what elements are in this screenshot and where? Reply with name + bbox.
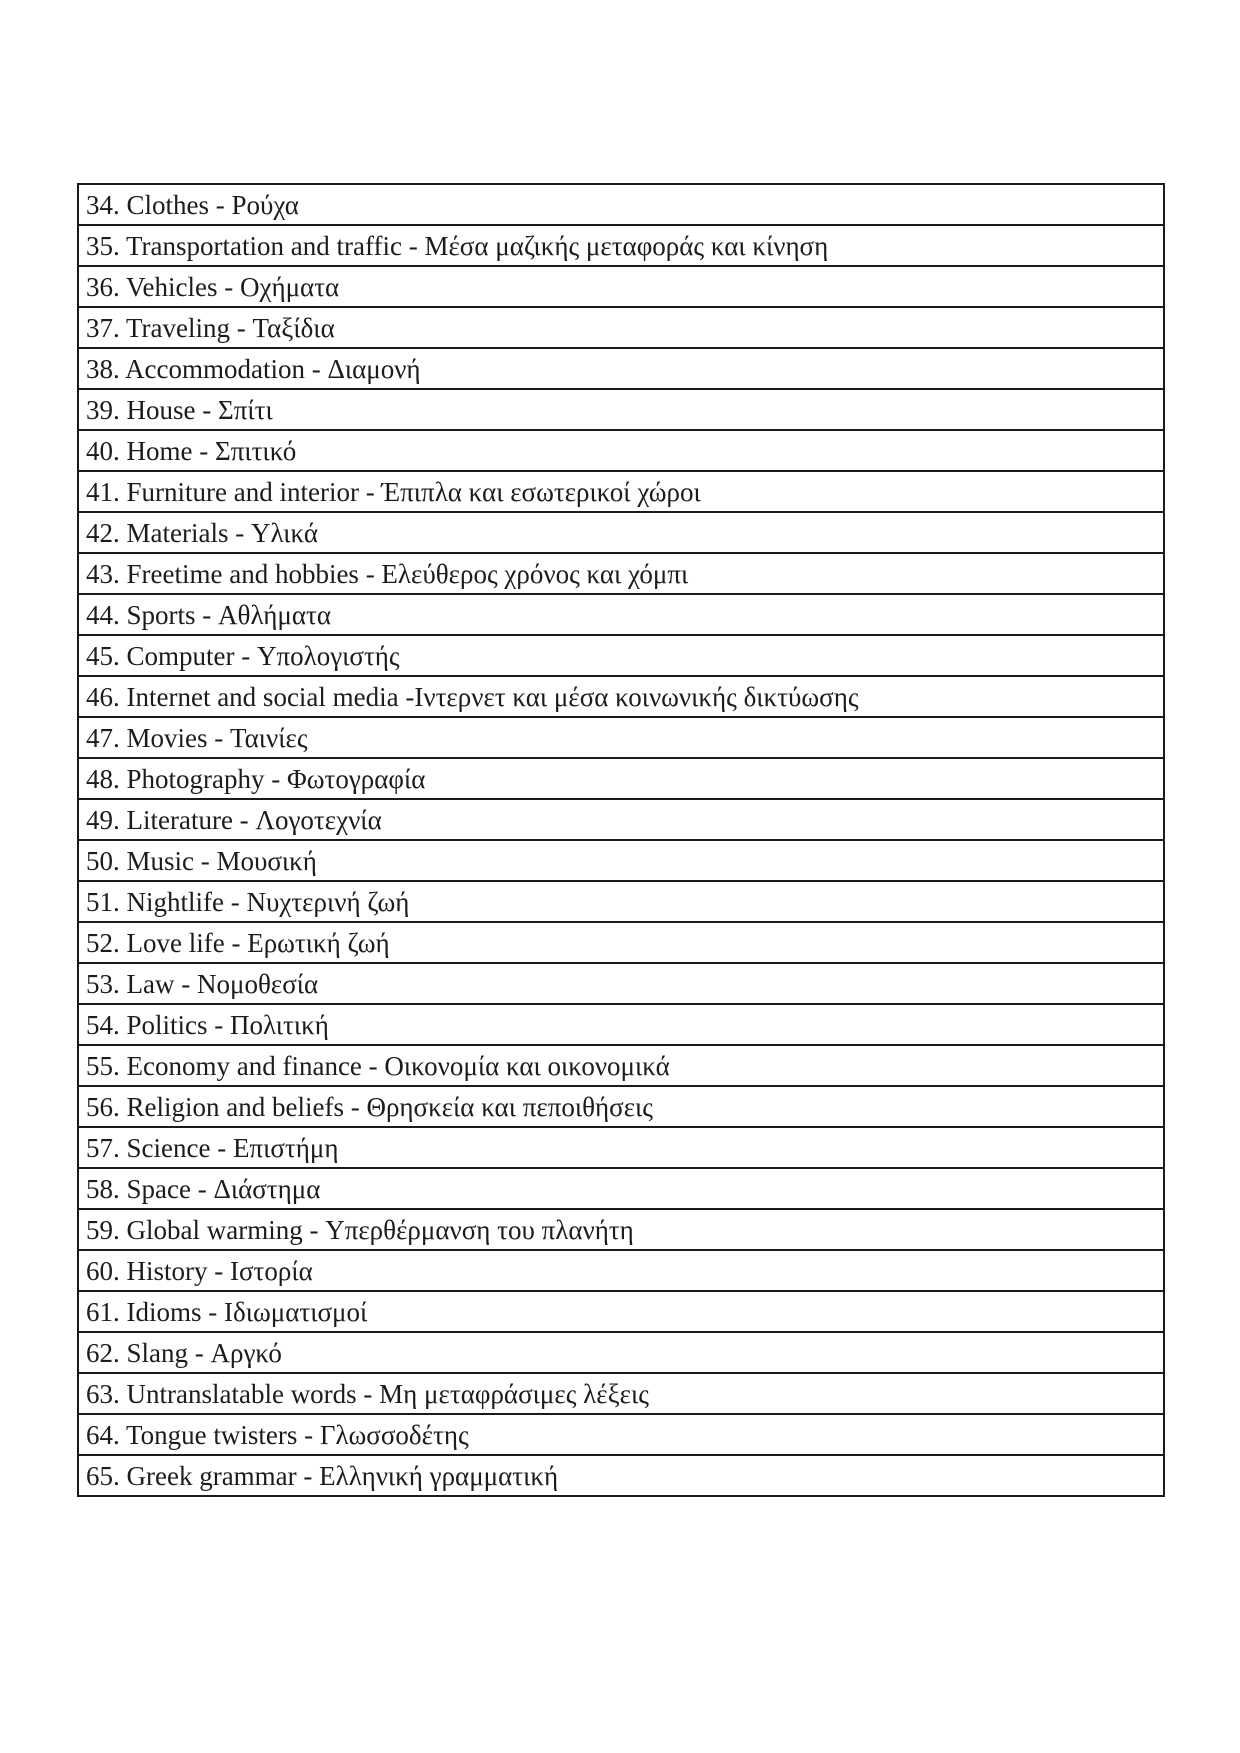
table-row	[78, 1168, 1164, 1209]
table-row	[78, 635, 1164, 676]
topic-cell: 64. Tongue twisters - Γλωσσοδέτης	[78, 1414, 1164, 1455]
topic-cell: 34. Clothes - Ρούχα	[78, 184, 1164, 225]
topic-cell: 61. Idioms - Ιδιωματισμοί	[78, 1291, 1164, 1332]
topic-cell: 62. Slang - Αργκό	[78, 1332, 1164, 1373]
topic-cell: 60. History - Ιστορία	[78, 1250, 1164, 1291]
table-row	[78, 594, 1164, 635]
table-row	[78, 471, 1164, 512]
topic-cell: 37. Traveling - Ταξίδια	[78, 307, 1164, 348]
table-row	[78, 922, 1164, 963]
topic-cell: 42. Materials - Υλικά	[78, 512, 1164, 553]
table-row	[78, 553, 1164, 594]
table-row	[78, 1004, 1164, 1045]
topic-cell: 45. Computer - Υπολογιστής	[78, 635, 1164, 676]
topic-cell: 44. Sports - Αθλήματα	[78, 594, 1164, 635]
table-row	[78, 1086, 1164, 1127]
table-row	[78, 840, 1164, 881]
topic-cell: 63. Untranslatable words - Μη μεταφράσιμες λέξεις	[78, 1373, 1164, 1414]
table-row	[78, 1455, 1164, 1496]
table-row	[78, 881, 1164, 922]
table-row	[78, 1209, 1164, 1250]
topic-cell: 52. Love life - Ερωτική ζωή	[78, 922, 1164, 963]
table-row	[78, 1414, 1164, 1455]
topic-cell: 59. Global warming - Υπερθέρμανση του πλανήτη	[78, 1209, 1164, 1250]
topic-cell: 57. Science - Επιστήμη	[78, 1127, 1164, 1168]
table-row	[78, 266, 1164, 307]
topic-cell: 40. Home - Σπιτικό	[78, 430, 1164, 471]
table-row	[78, 1250, 1164, 1291]
topic-cell: 65. Greek grammar - Ελληνική γραμματική	[78, 1455, 1164, 1496]
topic-cell: 56. Religion and beliefs - Θρησκεία και πεποιθήσεις	[78, 1086, 1164, 1127]
topic-cell: 47. Movies - Ταινίες	[78, 717, 1164, 758]
table-row	[78, 430, 1164, 471]
table-row	[78, 758, 1164, 799]
topics-table	[77, 183, 1165, 1497]
topic-cell: 39. House - Σπίτι	[78, 389, 1164, 430]
table-row	[78, 1127, 1164, 1168]
topic-cell: 41. Furniture and interior - Έπιπλα και εσωτερικοί χώροι	[78, 471, 1164, 512]
topic-cell: 58. Space - Διάστημα	[78, 1168, 1164, 1209]
table-row	[78, 963, 1164, 1004]
table-row	[78, 1373, 1164, 1414]
table-row	[78, 389, 1164, 430]
topic-cell: 48. Photography - Φωτογραφία	[78, 758, 1164, 799]
table-row	[78, 1332, 1164, 1373]
topic-cell: 51. Nightlife - Νυχτερινή ζωή	[78, 881, 1164, 922]
topic-cell: 54. Politics - Πολιτική	[78, 1004, 1164, 1045]
topic-cell: 38. Accommodation - Διαμονή	[78, 348, 1164, 389]
topics-table-body	[78, 184, 1164, 1496]
table-row	[78, 512, 1164, 553]
topic-cell: 43. Freetime and hobbies - Ελεύθερος χρόνος και χόμπι	[78, 553, 1164, 594]
topic-cell: 35. Transportation and traffic - Μέσα μαζικής μεταφοράς και κίνηση	[78, 225, 1164, 266]
table-row	[78, 307, 1164, 348]
table-row	[78, 1291, 1164, 1332]
topic-cell: 53. Law - Νομοθεσία	[78, 963, 1164, 1004]
table-row	[78, 799, 1164, 840]
table-row	[78, 225, 1164, 266]
table-row	[78, 184, 1164, 225]
topic-cell: 49. Literature - Λογοτεχνία	[78, 799, 1164, 840]
topic-cell: 50. Music - Μουσική	[78, 840, 1164, 881]
topic-cell: 46. Internet and social media -Ιντερνετ και μέσα κοινωνικής δικτύωσης	[78, 676, 1164, 717]
topic-cell: 36. Vehicles - Οχήματα	[78, 266, 1164, 307]
table-row	[78, 717, 1164, 758]
table-row	[78, 1045, 1164, 1086]
table-row	[78, 676, 1164, 717]
topic-cell: 55. Economy and finance - Οικονομία και οικονομικά	[78, 1045, 1164, 1086]
table-row	[78, 348, 1164, 389]
